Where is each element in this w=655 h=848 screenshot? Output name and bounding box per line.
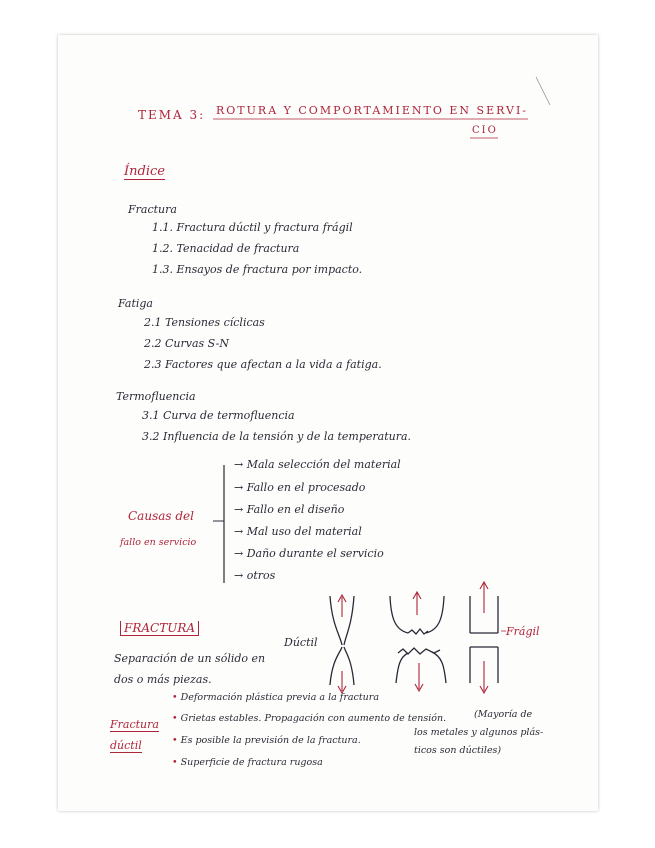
fractura-definition-line2: dos o más piezas. [114,673,212,686]
causa-text: Mal uso del material [246,525,362,538]
page-title: ROTURA Y COMPORTAMIENTO EN SERVI- [216,104,529,117]
section-fatiga: Fatiga [118,297,153,310]
ductil-label: Dúctil [284,636,318,649]
index-item: 2.3 Factores que afectan a la vida a fatiga. [144,358,382,371]
index-item: 2.1 Tensiones cíclicas [144,316,265,329]
section-fractura: Fractura [128,203,177,216]
causa-text: otros [246,569,276,582]
fractura-heading: FRACTURA [120,621,199,636]
causa-text: Mala selección del material [246,458,401,471]
causa-text: Fallo en el diseño [246,503,345,516]
bullet-item: • Es posible la previsión de la fractura. [172,735,361,746]
causa-item: → Mala selección del material [234,458,401,471]
bullet-item: • Deformación plástica previa a la fractura [172,692,379,703]
causa-text: Fallo en el procesado [246,481,366,494]
causa-item: → otros [234,569,276,582]
bullet-item: • Grietas estables. Propagación con aumento de tensión. [172,713,447,724]
note-line3: ticos son dúctiles) [414,745,502,756]
fragil-label: Frágil [506,625,540,638]
causas-label-line1: Causas del [128,509,194,523]
section-termofluencia: Termofluencia [116,390,196,403]
note-line1: (Mayoría de [474,709,533,720]
bullet-text: Deformación plástica previa a la fractura [180,692,379,703]
bullet-text: Es posible la previsión de la fractura. [180,735,361,746]
fractura-definition-line1: Separación de un sólido en [114,652,266,665]
index-item: 3.2 Influencia de la tensión y de la temperatura. [142,430,412,443]
index-item: 1.2. Tenacidad de fractura [152,242,300,255]
notebook-page [58,35,598,811]
causa-item: → Fallo en el procesado [234,481,366,494]
causas-label-line2: fallo en servicio [120,537,197,548]
causa-text: Daño durante el servicio [246,547,384,560]
index-item: 2.2 Curvas S-N [144,337,229,350]
causa-item: → Daño durante el servicio [234,547,384,560]
page-title-continuation: CIO [472,125,498,136]
causa-item: → Fallo en el diseño [234,503,345,516]
bullet-text: Superficie de fractura rugosa [180,757,323,768]
fractura-ductil-side-line1: Fractura [110,718,159,731]
causa-item: → Mal uso del material [234,525,362,538]
index-item: 1.1. Fractura dúctil y fractura frágil [152,221,353,234]
tema-label: TEMA 3: [138,108,206,122]
indice-heading: Índice [124,164,165,179]
cup-cone-specimen-drawing [390,596,446,683]
bullet-item: • Superficie de fractura rugosa [172,757,323,768]
note-line2: los metales y algunos plás- [414,727,544,738]
fractura-ductil-side-line2: dúctil [110,739,142,752]
corner-mark [536,77,550,105]
index-item: 1.3. Ensayos de fractura por impacto. [152,263,363,276]
bullet-text: Grietas estables. Propagación con aumento de tensión. [180,713,447,724]
index-item: 3.1 Curva de termofluencia [142,409,295,422]
